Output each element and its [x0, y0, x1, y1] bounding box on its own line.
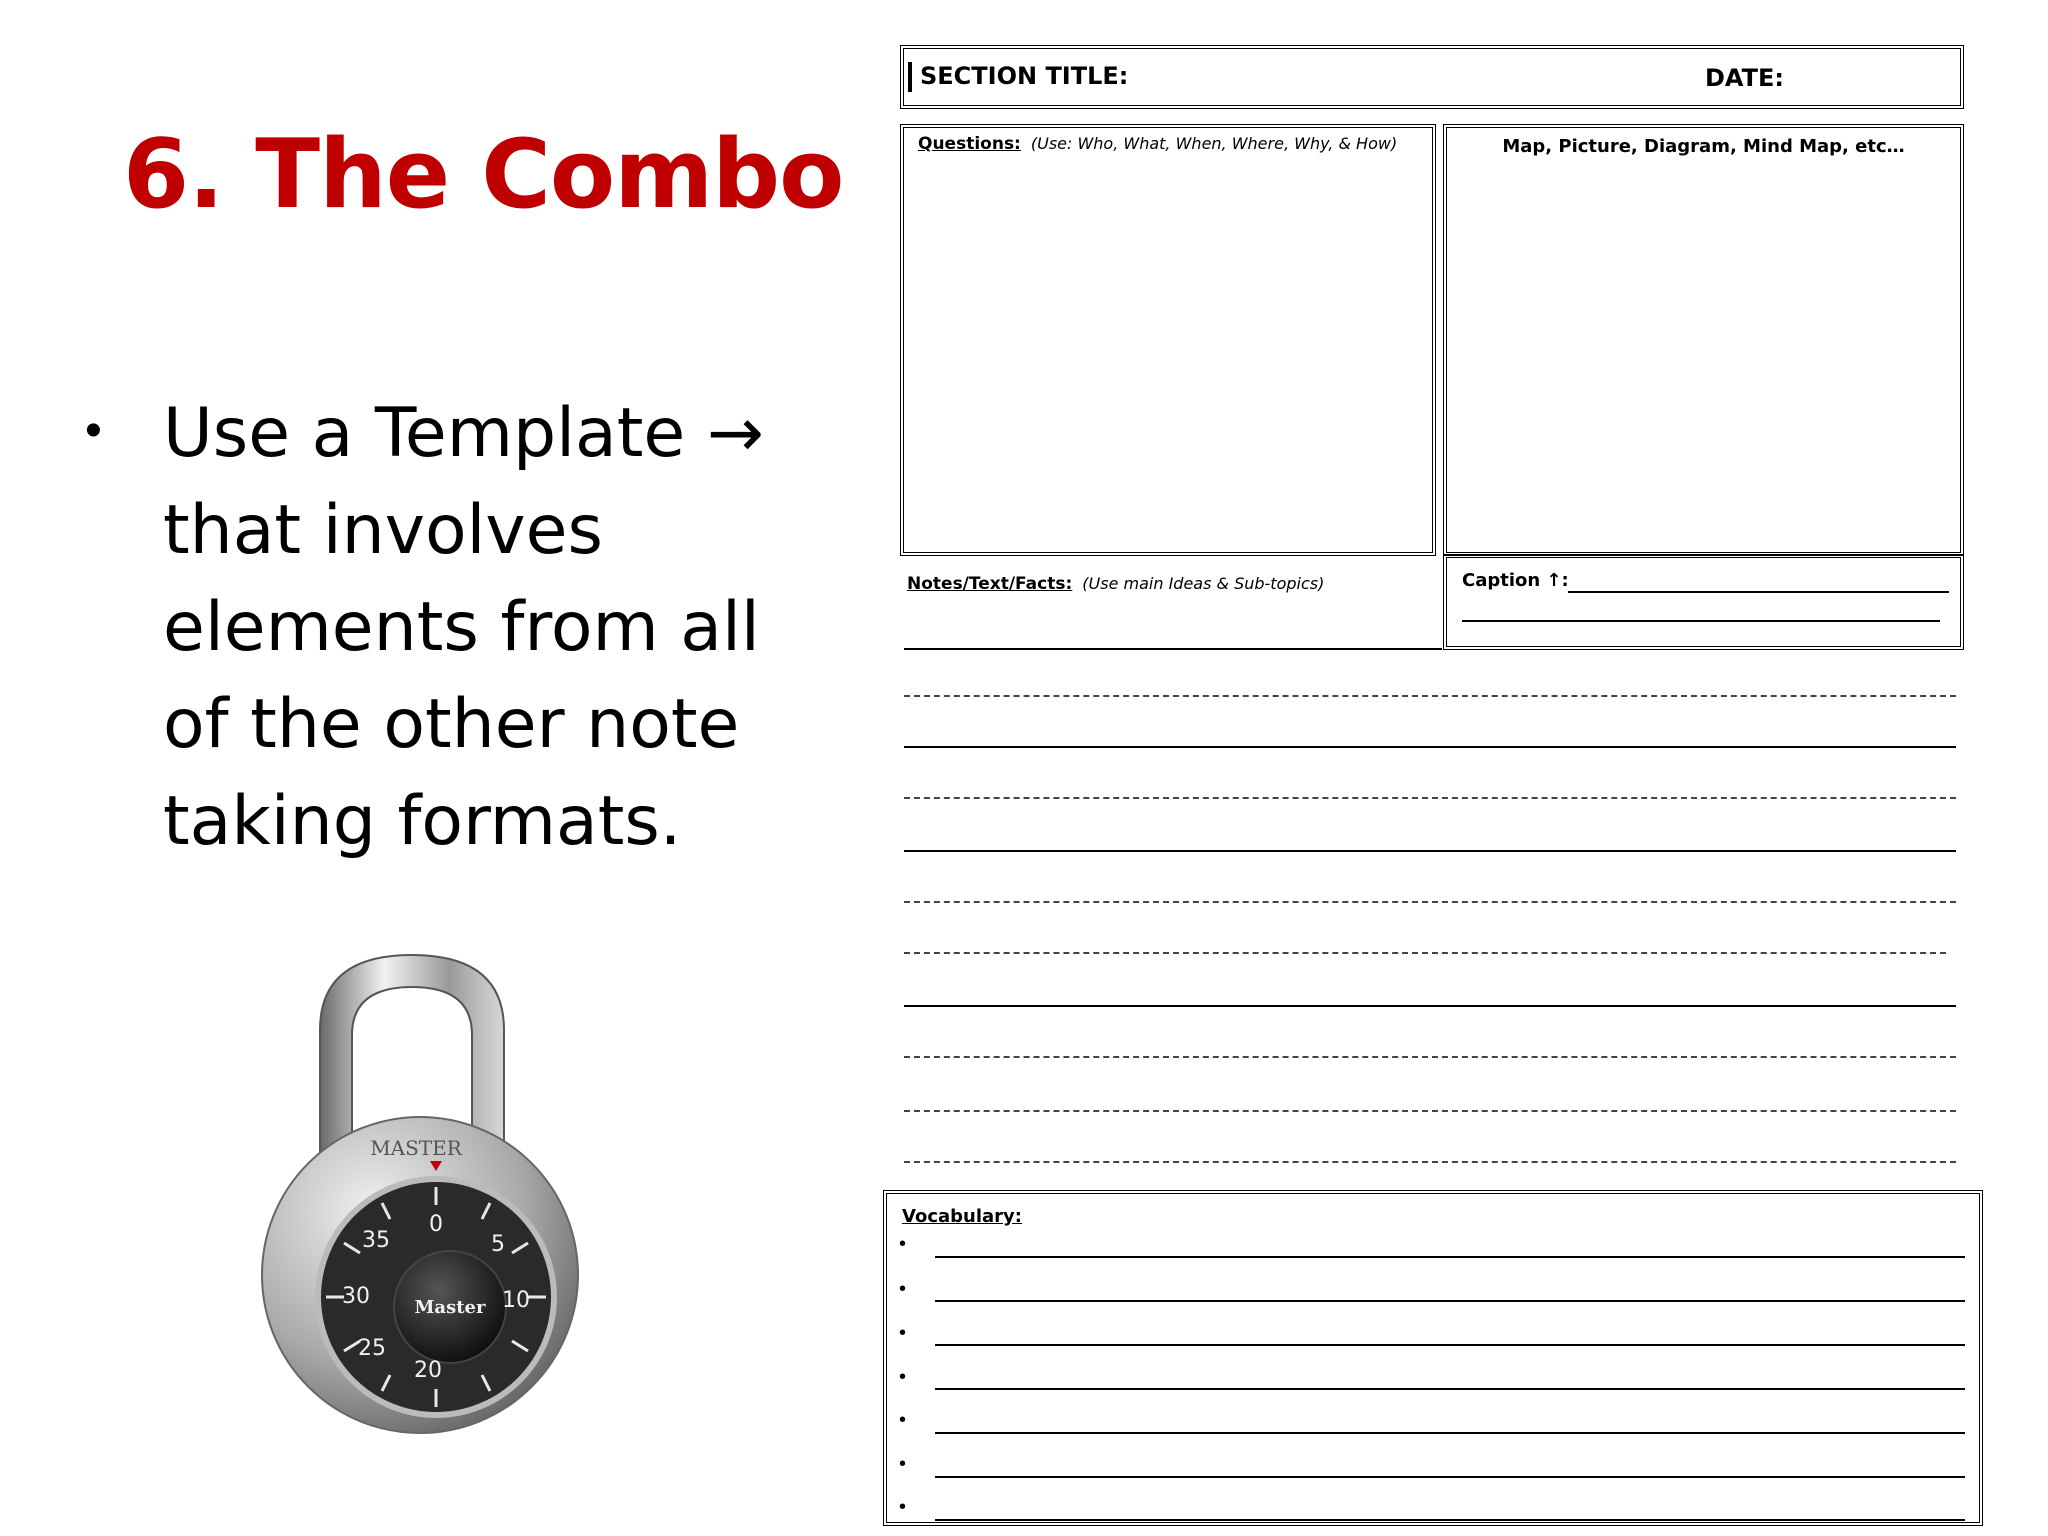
- vocab-bullet: •: [899, 1278, 907, 1300]
- notes-header: [907, 574, 1324, 594]
- section-title-label: SECTION TITLE:: [920, 62, 1129, 90]
- bullet-text: Use a Template → that involves elements from all of the other note taking formats.: [163, 394, 764, 861]
- vocab-line: [935, 1476, 1965, 1478]
- dial-number: 30: [342, 1284, 370, 1309]
- notes-line: [904, 850, 1956, 852]
- questions-hint: (Use: Who, What, When, Where, Why, & How): [1030, 134, 1398, 153]
- caption-box: [1443, 554, 1964, 650]
- notes-line: [904, 1056, 1956, 1058]
- bullet-marker: •: [85, 404, 102, 457]
- vocab-bullet: •: [899, 1496, 907, 1518]
- questions-box: [900, 124, 1436, 556]
- notes-line: [904, 797, 1956, 799]
- notes-line: [904, 952, 1946, 954]
- questions-header: [918, 134, 1397, 154]
- notes-line: [904, 695, 1956, 697]
- vocab-bullet: •: [899, 1233, 907, 1255]
- map-label: Map, Picture, Diagram, Mind Map, etc…: [1502, 136, 1905, 157]
- padlock-brand: Master: [414, 1297, 486, 1318]
- vocab-line: [935, 1300, 1965, 1302]
- vocab-line: [935, 1344, 1965, 1346]
- vocabulary-label: Vocabulary:: [902, 1206, 1022, 1227]
- dial-number: 0: [429, 1212, 443, 1237]
- notes-line: [904, 648, 1442, 650]
- vocab-line: [935, 1519, 1965, 1521]
- vocab-bullet: •: [899, 1453, 907, 1475]
- caption-line: [1568, 591, 1949, 593]
- notes-line: [904, 1110, 1956, 1112]
- combination-padlock-image: [240, 935, 600, 1435]
- vocab-line: [935, 1432, 1965, 1434]
- vocab-bullet: •: [899, 1409, 907, 1431]
- text-cursor: [908, 62, 912, 92]
- notes-line: [904, 1005, 1956, 1007]
- vocab-line: [935, 1256, 1965, 1258]
- vocab-line: [935, 1388, 1965, 1390]
- slide-title: 6. The Combo: [123, 120, 844, 230]
- dial-number: 10: [502, 1288, 530, 1313]
- vocab-bullet: •: [899, 1366, 907, 1388]
- notes-hint: (Use main Ideas & Sub-topics): [1082, 574, 1325, 593]
- notes-line: [904, 1161, 1956, 1163]
- dial-number: 25: [358, 1336, 386, 1361]
- dial-number: 20: [414, 1358, 442, 1383]
- caption-line: [1462, 620, 1940, 622]
- vocab-bullet: •: [899, 1322, 907, 1344]
- questions-label: Questions:: [918, 134, 1021, 154]
- map-box: [1443, 124, 1964, 556]
- dial-number: 35: [362, 1228, 390, 1253]
- notes-label: Notes/Text/Facts:: [907, 574, 1073, 594]
- date-label: DATE:: [1705, 64, 1784, 92]
- notes-line: [904, 746, 1956, 748]
- notes-line: [904, 901, 1956, 903]
- padlock-ring-text: MASTER: [370, 1136, 462, 1160]
- caption-label: Caption ↑:: [1462, 570, 1569, 591]
- dial-number: 5: [491, 1232, 505, 1257]
